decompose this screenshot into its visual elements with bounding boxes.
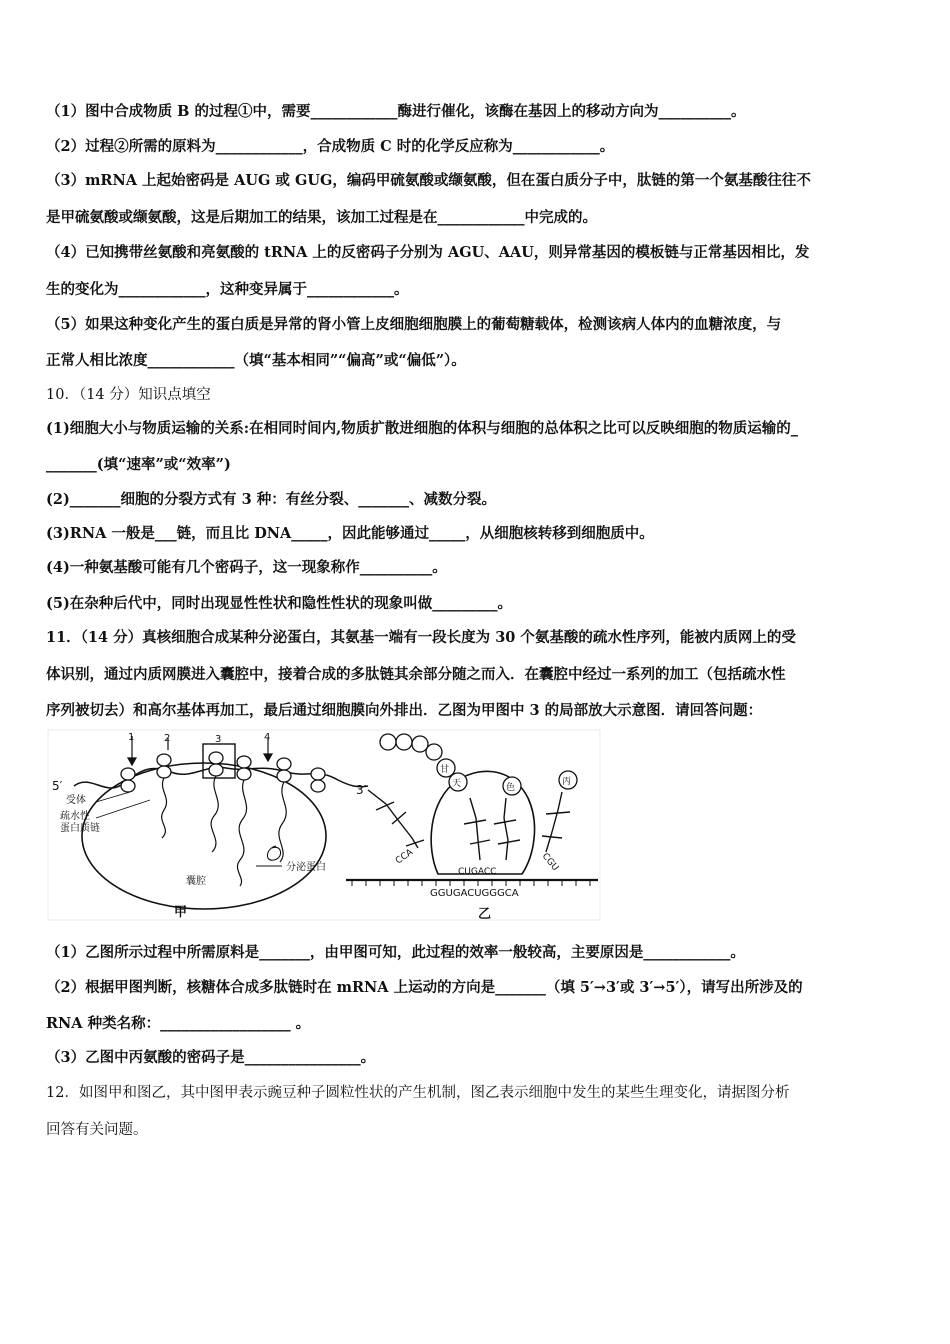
figure-svg (46, 728, 602, 924)
yi-aa-tian: 天 (452, 779, 462, 789)
jia-3prime-label: 3′ (356, 783, 367, 797)
jia-leader-lines (96, 792, 282, 866)
q9-part2: （2）过程②所需的原料为____________，合成物质 C 时的化学反应称为____________。 (46, 138, 615, 155)
q11-intro-line3: 序列被切去）和高尔基体再加工，最后通过细胞膜向外排出．乙图为甲图中 3 的局部放大示意图．请回答问题： (46, 702, 763, 719)
q10-part2: (2)_______细胞的分裂方式有 3 种：有丝分裂、_______、减数分裂。 (46, 491, 496, 508)
yi-anticodon-mid: CUGACC (458, 867, 497, 877)
jia-caption: 甲 (174, 905, 188, 920)
jia-receptor-label: 受体 (66, 795, 86, 806)
q9-part5-line2: 正常人相比浓度____________（填“基本相同”“偏高”或“偏低”）。 (46, 352, 466, 369)
q12-intro-line1: 12．如图甲和图乙，其中图甲表示豌豆种子圆粒性状的产生机制，图乙表示细胞中发生的某些生理变化，请据图分析 (46, 1085, 790, 1101)
q11-part3: （3）乙图中丙氨酸的密码子是________________。 (46, 1049, 376, 1066)
yi-anticodon-right: CGU (539, 851, 561, 874)
q9-part5-line1: （5）如果这种变化产生的蛋白质是异常的肾小管上皮细胞细胞膜上的葡萄糖载体，检测该病人体内的血糖浓度，与 (46, 316, 782, 333)
q9-part3-line2: 是甲硫氨酸或缬氨酸，这是后期加工的结果，该加工过程是在____________中完成的。 (46, 209, 597, 226)
jia-number-2: 2 (164, 733, 171, 744)
yi-anticodon-left: CCA (393, 847, 416, 867)
jia-number-4: 4 (264, 732, 271, 743)
jia-lumen-membrane (82, 763, 326, 909)
q9-part4-line1: （4）已知携带丝氨酸和亮氨酸的 tRNA 上的反密码子分别为 AGU、AAU，则异常基因的模板链与正常基因相比，发 (46, 244, 810, 261)
q12-intro-line2: 回答有关问题。 (46, 1122, 148, 1138)
figure-jia-yi (46, 728, 602, 924)
q11-part2-line1: （2）根据甲图判断，核糖体合成多肽链时在 mRNA 上运动的方向是_______（填 5′→3′或 3′→5′），请写出所涉及的 (46, 979, 803, 996)
jia-5prime-label: 5′ (52, 779, 63, 793)
q9-part3-line1: （3）mRNA 上起始密码是 AUG 或 GUG，编码甲硫氨酸或缬氨酸，但在蛋白质分子中，肽链的第一个氨基酸往往不 (46, 172, 811, 189)
q9-part4-line2: 生的变化为____________，这种变异属于____________。 (46, 281, 409, 298)
jia-hydrophobic-label-2: 蛋白质链 (60, 823, 100, 834)
q10-part4: (4)一种氨基酸可能有几个密码子，这一现象称作__________。 (46, 559, 447, 576)
q10-part1-line1: (1)细胞大小与物质运输的关系:在相同时间内,物质扩散进细胞的体积与细胞的总体积之比可以反映细胞的物质运输的_ (46, 420, 798, 437)
yi-mrna-sequence: GGUGACUGGGCA (430, 888, 519, 899)
yi-aa-bing: 丙 (562, 777, 572, 787)
jia-polypeptides (162, 776, 287, 886)
jia-lumen-label: 囊腔 (186, 876, 206, 887)
yi-caption: 乙 (478, 907, 492, 922)
q10-part1-line2: _______(填“速率”或“效率”) (46, 456, 231, 473)
yi-peptide-chain (380, 734, 442, 760)
jia-ribosomes (121, 752, 325, 792)
q10-part3: (3)RNA 一般是___链，而且比 DNA_____，因此能够通过_____，从细胞核转移到细胞质中。 (46, 525, 654, 542)
jia-secreted-coil (267, 846, 280, 860)
q11-intro-line1: 11．（14 分）真核细胞合成某种分泌蛋白，其氨基一端有一段长度为 30 个氨基酸的疏水性序列，能被内质网上的受 (46, 629, 796, 646)
yi-aa-se: 色 (506, 783, 516, 793)
jia-number-3: 3 (215, 734, 222, 745)
q11-part2-line2: RNA 种类名称：__________________ 。 (46, 1015, 311, 1032)
q10-title: 10．（14 分）知识点填空 (46, 387, 211, 403)
q10-part5: (5)在杂种后代中，同时出现显性性状和隐性性状的现象叫做_________。 (46, 595, 513, 612)
q11-intro-line2: 体识别，通过内质网膜进入囊腔中，接着合成的多肽链其余部分随之而入．在囊腔中经过一系列的加工（包括疏水性 (46, 666, 786, 683)
q9-part1: （1）图中合成物质 B 的过程①中，需要____________酶进行催化，该酶在基因上的移动方向为__________。 (46, 103, 746, 120)
yi-aa-gan: 甘 (440, 765, 450, 775)
jia-hydrophobic-label-1: 疏水性 (60, 811, 90, 822)
q11-part1: （1）乙图所示过程中所需原料是_______，由甲图可知，此过程的效率一般较高，主要原因是____________。 (46, 944, 745, 961)
jia-number-1: 1 (128, 732, 135, 743)
jia-secreted-label: 分泌蛋白 (286, 862, 326, 873)
